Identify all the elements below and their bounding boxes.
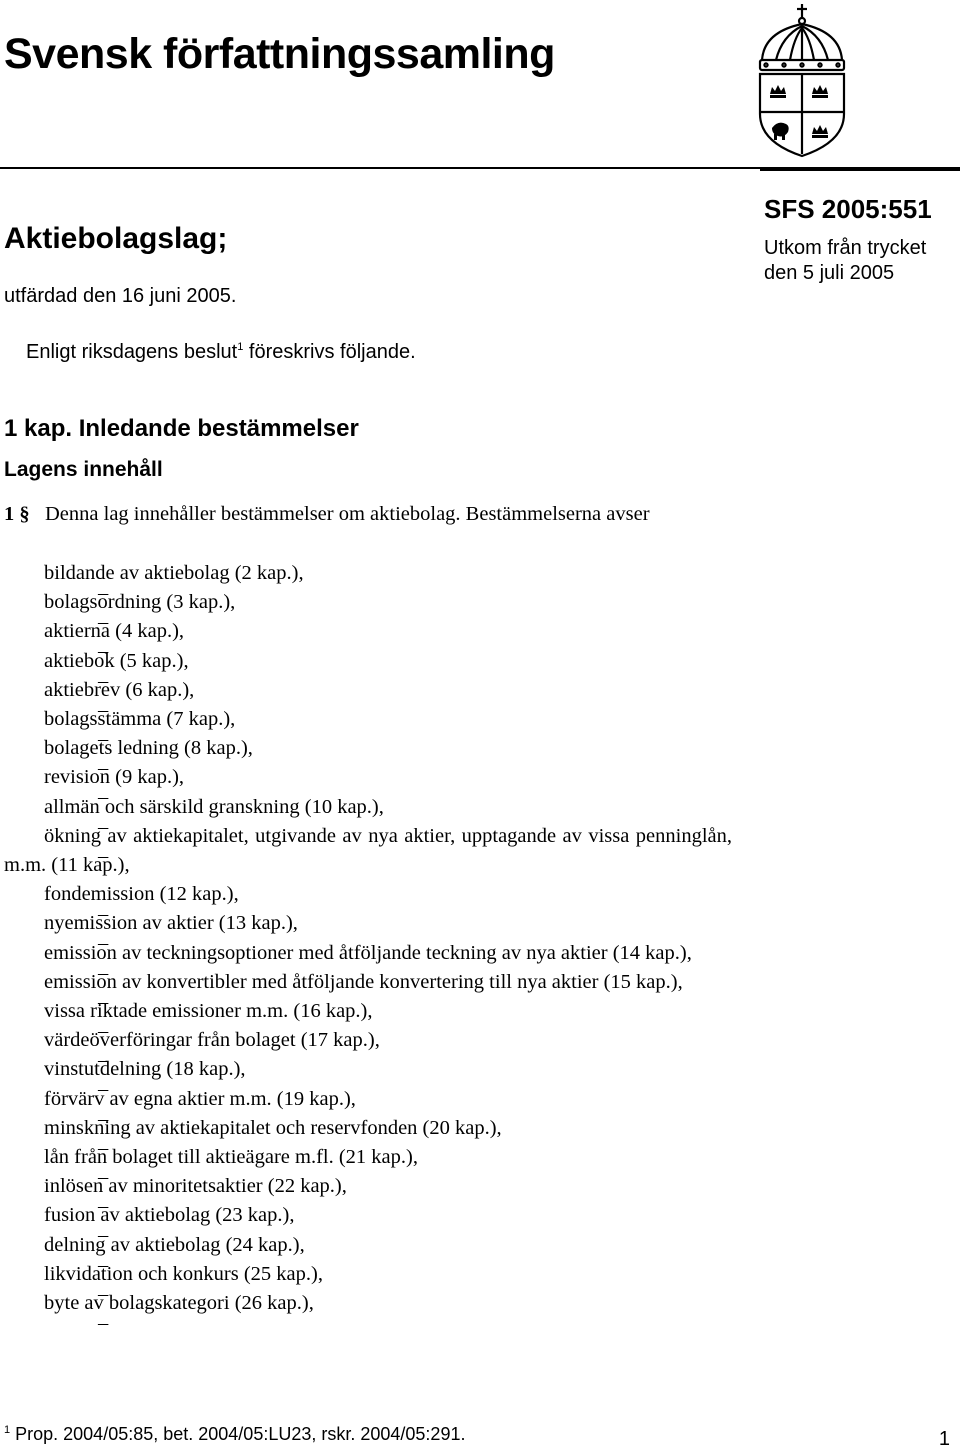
list-item [4,909,732,938]
issued-date: utfärdad den 16 juni 2005. [4,285,237,307]
list-item [4,676,732,705]
list-item-text: delning av aktiebolag (24 kap.), [44,1233,305,1256]
list-item [4,1201,732,1230]
list-item [4,705,732,734]
contents-list [4,559,732,1318]
list-item-text: revision (9 kap.), [44,766,185,789]
list-item-text: aktiebok (5 kap.), [44,649,189,672]
list-item-text: likvidation och konkurs (25 kap.), [44,1262,323,1285]
list-item-text: emission av teckningsoptioner med åtföljande teckning av nya aktier (14 kap.), [44,941,692,964]
list-item-text: vissa riktade emissioner m.m. (16 kap.), [44,1000,373,1023]
footnote-number: 1 [4,1424,11,1436]
list-item [4,1085,732,1114]
list-item-text: bolagsstämma (7 kap.), [44,708,236,731]
printed-date-line1: Utkom från trycket [764,237,927,259]
list-item [4,880,732,909]
list-item-text: inlösen av minoritetsaktier (22 kap.), [44,1175,347,1198]
collection-title: Svensk författningssamling [4,30,555,78]
footnote [4,1424,465,1445]
list-item [4,822,732,880]
section-number: 1 § [4,503,30,525]
list-item [4,1231,732,1260]
sfs-number: SFS 2005:551 [764,194,932,224]
list-item [4,793,732,822]
list-item [4,647,732,676]
list-item [4,1143,732,1172]
list-item [4,1055,732,1084]
list-item-text: minskning av aktiekapitalet och reservfonden (20 kap.), [44,1116,502,1139]
list-item [4,734,732,763]
chapter-heading: 1 kap. Inledande bestämmelser [4,415,359,442]
page-number: 1 [938,1428,950,1450]
law-title: Aktiebolagslag; [4,222,228,255]
list-item-text: bolagets ledning (8 kap.), [44,737,253,760]
list-item-text: förvärv av egna aktier m.m. (19 kap.), [44,1087,356,1110]
list-item [4,617,732,646]
section-heading: Lagens innehåll [4,458,163,481]
list-item [4,559,732,588]
section-paragraph [4,500,732,529]
list-item-text: aktiebrev (6 kap.), [44,678,195,701]
list-item-text: ökning av aktiekapitalet, utgivande av nya aktier, upptagande av vissa penninglån, m.m. (11 kap.), [4,824,732,877]
list-item-text: vinstutdelning (18 kap.), [44,1058,246,1081]
list-item-text: fusion av aktiebolag (23 kap.), [44,1204,295,1227]
list-item [4,997,732,1026]
footnote-text: Prop. 2004/05:85, bet. 2004/05:LU23, rskr. 2004/05:291. [10,1424,466,1444]
swedish-coat-of-arms-icon [752,2,852,158]
printed-date-line2: den 5 juli 2005 [764,262,895,284]
list-item [4,939,732,968]
list-item [4,1289,732,1318]
sidebar-rule [760,167,960,171]
list-item [4,968,732,997]
list-item-text: nyemission av aktier (13 kap.), [44,912,298,935]
list-item-text: byte av bolagskategori (26 kap.), [44,1292,314,1315]
preamble-text-after: föreskrivs följande. [243,341,416,363]
list-item-text: bolagsordning (3 kap.), [44,591,236,614]
list-item-text: fondemission (12 kap.), [44,883,239,906]
list-item [4,1114,732,1143]
list-item [4,588,732,617]
footnote-reference[interactable]: 1 [237,341,244,353]
preamble [26,341,416,364]
list-item-text: emission av konvertibler med åtföljande konvertering till nya aktier (15 kap.), [44,970,683,993]
list-item [4,1260,732,1289]
list-item [4,763,732,792]
list-item-text: allmän och särskild granskning (10 kap.), [44,795,384,818]
list-item [4,1172,732,1201]
list-item-text: bildande av aktiebolag (2 kap.), [44,562,304,584]
preamble-text-before: Enligt riksdagens beslut [26,341,238,363]
list-item-text: aktierna (4 kap.), [44,620,185,643]
section-text: Denna lag innehåller bestämmelser om aktiebolag. Bestämmelserna avser [45,503,650,525]
list-item-text: lån från bolaget till aktieägare m.fl. (21 kap.), [44,1146,418,1169]
list-item [4,1026,732,1055]
list-item-text: värdeöverföringar från bolaget (17 kap.), [44,1029,380,1052]
